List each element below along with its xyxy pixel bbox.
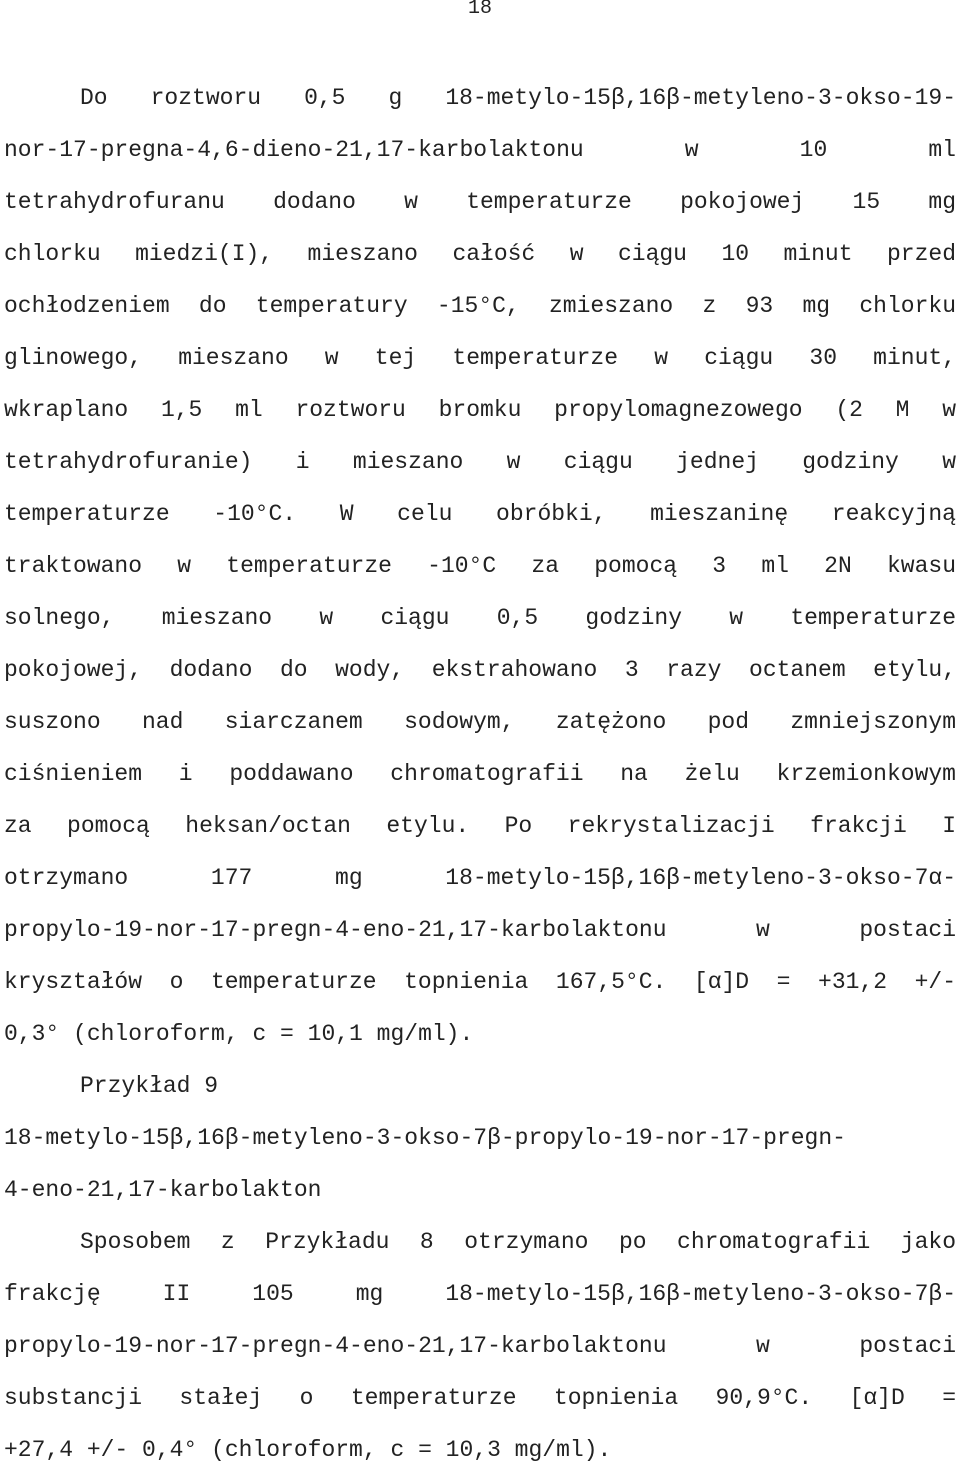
text-line: ciśnieniem i poddawano chromatografii na żelu krzemionkowym bbox=[4, 761, 956, 787]
text-line: chlorku miedzi(I), mieszano całość w ciągu 10 minut przed bbox=[4, 241, 956, 267]
text-line: propylo-19-nor-17-pregn-4-eno-21,17-karbolaktonu w postaci bbox=[4, 1333, 956, 1359]
compound-title: 18-metylo-15β,16β-metyleno-3-okso-7β-propylo-19-nor-17-pregn- bbox=[4, 1125, 846, 1151]
text-line: solnego, mieszano w ciągu 0,5 godziny w temperaturze bbox=[4, 605, 956, 631]
text-line: pokojowej, dodano do wody, ekstrahowano 3 razy octanem etylu, bbox=[4, 657, 956, 683]
text-line: propylo-19-nor-17-pregn-4-eno-21,17-karbolaktonu w postaci bbox=[4, 917, 956, 943]
text-line: Do roztworu 0,5 g 18-metylo-15β,16β-metyleno-3-okso-19- bbox=[80, 85, 956, 111]
text-line: 0,3° (chloroform, c = 10,1 mg/ml). bbox=[4, 1021, 474, 1047]
text-line: tetrahydrofuranu dodano w temperaturze pokojowej 15 mg bbox=[4, 189, 956, 215]
text-line: nor-17-pregna-4,6-dieno-21,17-karbolaktonu w 10 ml bbox=[4, 137, 956, 163]
text-line: wkraplano 1,5 ml roztworu bromku propylomagnezowego (2 M w bbox=[4, 397, 956, 423]
text-line: traktowano w temperaturze -10°C za pomocą 3 ml 2N kwasu bbox=[4, 553, 956, 579]
text-line: frakcję II 105 mg 18-metylo-15β,16β-metyleno-3-okso-7β- bbox=[4, 1281, 956, 1307]
text-line: otrzymano 177 mg 18-metylo-15β,16β-metyleno-3-okso-7α- bbox=[4, 865, 956, 891]
text-line: temperaturze -10°C. W celu obróbki, mieszaninę reakcyjną bbox=[4, 501, 956, 527]
text-line: za pomocą heksan/octan etylu. Po rekrystalizacji frakcji I bbox=[4, 813, 956, 839]
text-line: suszono nad siarczanem sodowym, zatężono pod zmniejszonym bbox=[4, 709, 956, 735]
text-line: kryształów o temperaturze topnienia 167,5°C. [α]D = +31,2 +/- bbox=[4, 969, 956, 995]
text-line: +27,4 +/- 0,4° (chloroform, c = 10,3 mg/ml). bbox=[4, 1437, 612, 1463]
example-heading: Przykład 9 bbox=[80, 1073, 219, 1099]
page-number: 18 bbox=[467, 0, 492, 20]
compound-title: 4-eno-21,17-karbolakton bbox=[4, 1177, 322, 1203]
text-line: tetrahydrofuranie) i mieszano w ciągu jednej godziny w bbox=[4, 449, 956, 475]
text-line: ochłodzeniem do temperatury -15°C, zmieszano z 93 mg chlorku bbox=[4, 293, 956, 319]
text-line: glinowego, mieszano w tej temperaturze w ciągu 30 minut, bbox=[4, 345, 956, 371]
text-line: Sposobem z Przykładu 8 otrzymano po chromatografii jako bbox=[80, 1229, 956, 1255]
text-line: substancji stałej o temperaturze topnienia 90,9°C. [α]D = bbox=[4, 1385, 956, 1411]
